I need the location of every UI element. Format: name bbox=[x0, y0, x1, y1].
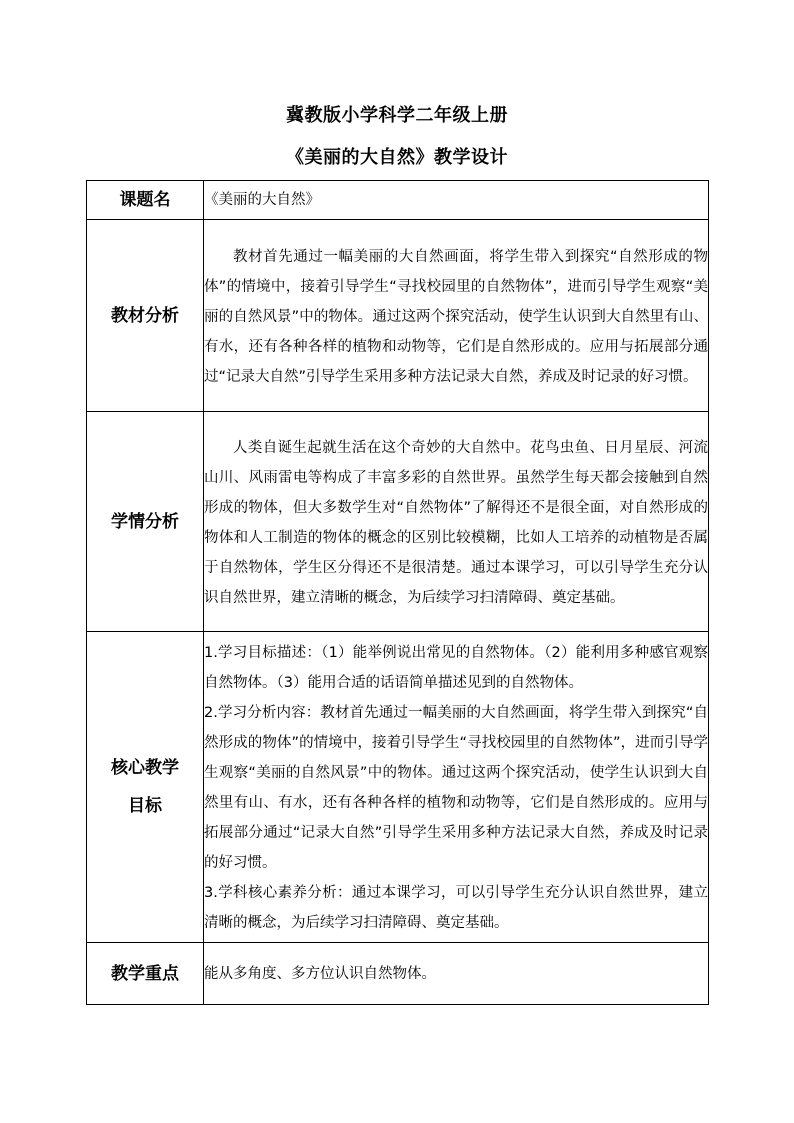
document-title: 冀教版小学科学二年级上册 bbox=[286, 105, 508, 126]
table-row-topic bbox=[87, 181, 709, 220]
table-row-learner-analysis bbox=[87, 412, 709, 632]
core-goals-cell bbox=[204, 632, 709, 943]
learner-analysis-cell bbox=[204, 412, 709, 632]
goal-item: 2.学习分析内容：教材首先通过一幅美丽的大自然画面，将学生带入到探究“自然形成的物体”的情境中，接着引导学生“寻找校园里的自然物体”，进而引导学生观察“美丽的自然风景”中的物体。通过这两个探究活动，使学生认识到大自然里有山、有水，还有各种各样的植物和动物等，它们是自然形成的。应用与拓展部分通过“记录大自然”引导学生采用多种方法记录大自然，养成及时记录的好习惯。 bbox=[204, 704, 708, 871]
learner-analysis-label: 学情分析 bbox=[87, 412, 204, 632]
core-goals-label-line2: 目标 bbox=[128, 796, 162, 816]
goal-item: 1.学习目标描述：（1）能举例说出常见的自然物体。（2）能利用多种感官观察自然物体。（3）能用合适的话语简单描述见到的自然物体。 bbox=[204, 644, 708, 691]
core-goals-label bbox=[87, 632, 204, 943]
topic-value: 《美丽的大自然》 bbox=[204, 181, 709, 220]
topic-label: 课题名 bbox=[87, 181, 204, 220]
core-goals-label-line1: 核心教学 bbox=[111, 758, 179, 778]
key-points-label: 教学重点 bbox=[87, 943, 204, 1005]
table-row-textbook-analysis bbox=[87, 220, 709, 412]
textbook-analysis-label: 教材分析 bbox=[87, 220, 204, 412]
lesson-plan-table bbox=[86, 180, 709, 1005]
table-row-key-points bbox=[87, 943, 709, 1005]
learner-analysis-text: 人类自诞生起就生活在这个奇妙的大自然中。花鸟虫鱼、日月星辰、河流山川、风雨雷电等构成了丰富多彩的自然世界。虽然学生每天都会接触到自然形成的物体，但大多数学生对“自然物体”了解得还不是很全面，对自然形成的物体和人工制造的物体的概念的区别比较模糊，比如人工培养的动植物是否属于自然物体，学生区分得还不是很清楚。通过本课学习，可以引导学生充分认识自然世界，建立清晰的概念，为后续学习扫清障碍、奠定基础。 bbox=[204, 439, 708, 606]
textbook-analysis-cell bbox=[204, 220, 709, 412]
key-points-text: 能从多角度、多方位认识自然物体。 bbox=[204, 943, 709, 1005]
table-row-core-goals bbox=[87, 632, 709, 943]
document-subtitle: 《美丽的大自然》教学设计 bbox=[286, 147, 508, 168]
goal-item: 3.学科核心素养分析：通过本课学习，可以引导学生充分认识自然世界，建立清晰的概念，为后续学习扫清障碍、奠定基础。 bbox=[204, 884, 708, 931]
textbook-analysis-text: 教材首先通过一幅美丽的大自然画面，将学生带入到探究“自然形成的物体”的情境中，接着引导学生“寻找校园里的自然物体”，进而引导学生观察“美丽的自然风景”中的物体。通过这两个探究活动，使学生认识到大自然里有山、有水，还有各种各样的植物和动物等，它们是自然形成的。应用与拓展部分通过“记录大自然”引导学生采用多种方法记录大自然，养成及时记录的好习惯。 bbox=[204, 248, 708, 385]
